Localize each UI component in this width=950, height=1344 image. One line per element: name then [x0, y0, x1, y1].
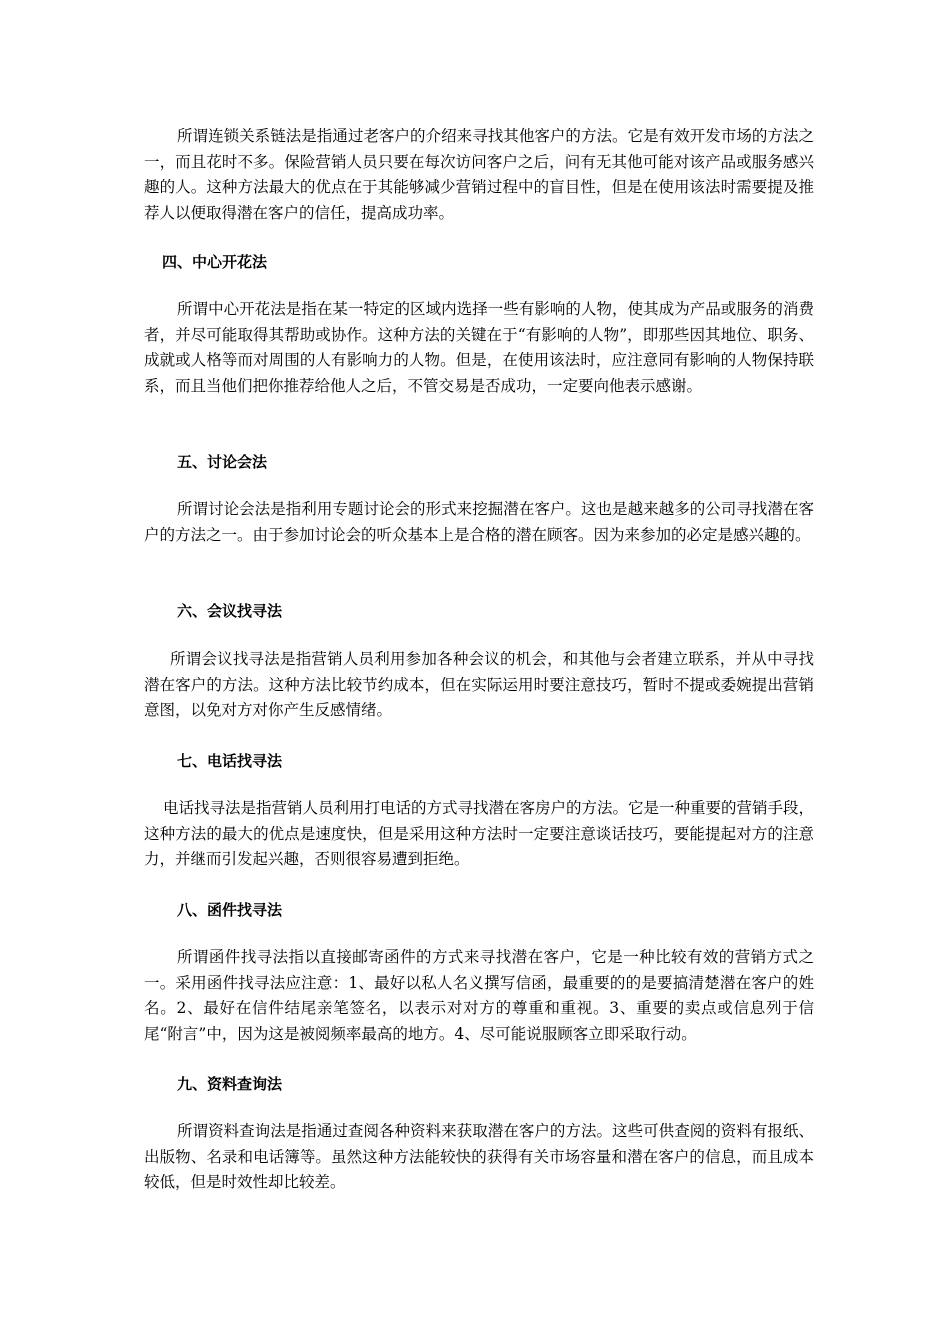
paragraph-meeting-method: 所谓会议找寻法是指营销人员利用参加各种会议的机会，和其他与会者建立联系，并从中寻找潜在客户的方法。这种方法比较节约成本，但在实际运用时要注意技巧，暂时不提或委婉提出营销意图，以免对方对你产生反感情绪。: [144, 650, 814, 719]
paragraph-telephone-method: 电话找寻法是指营销人员利用打电话的方式寻找潜在客房户的方法。它是一种重要的营销手段，这种方法的最大的优点是速度快，但是采用这种方法时一定要注意谈话技巧，要能提起对方的注意力，并继而引发起兴趣，否则很容易遭到拒绝。: [144, 799, 815, 868]
paragraph-mail-method: 所谓函件找寻法指以直接邮寄函件的方式来寻找潜在客户，它是一种比较有效的营销方式之一。采用函件找寻法应注意：1、最好以私人名义撰写信函，最重要的的是要搞清楚潜在客户的姓名。2、最好在信件结尾亲笔签名，以表示对对方的尊重和重视。3、重要的卖点或信息列于信尾“附言”中，因为这是被阅频率最高的地方。4、尽可能说服顾客立即采取行动。: [144, 948, 814, 1043]
heading-seminar-method: 五、讨论会法: [177, 453, 268, 471]
paragraph-data-lookup-method: 所谓资料查询法是指通过查阅各种资料来获取潜在客户的方法。这些可供查阅的资料有报纸、出版物、名录和电话簿等。虽然这种方法能较快的获得有关市场容量和潜在客户的信息，而且成本较低，但是时效性却比较差。: [144, 1122, 814, 1191]
heading-data-lookup-method: 九、资料查询法: [177, 1075, 283, 1093]
paragraph-chain-referral: 所谓连锁关系链法是指通过老客户的介绍来寻找其他客户的方法。它是有效开发市场的方法之一，而且花时不多。保险营销人员只要在每次访问客户之后，问有无其他可能对该产品或服务感兴趣的人。这种方法最大的优点在于其能够减少营销过程中的盲目性，但是在使用该法时需要提及推荐人以便取得潜在客户的信任，提高成功率。: [144, 127, 814, 222]
heading-center-of-influence: 四、中心开花法: [162, 253, 268, 271]
heading-meeting-method: 六、会议找寻法: [177, 602, 283, 620]
heading-mail-method: 八、函件找寻法: [177, 901, 283, 919]
paragraph-center-of-influence: 所谓中心开花法是指在某一特定的区域内选择一些有影响的人物，使其成为产品或服务的消费者，并尽可能取得其帮助或协作。这种方法的关键在于“有影响的人物”，即那些因其地位、职务、成就或人格等而对周围的人有影响力的人物。但是，在使用该法时，应注意同有影响的人物保持联系，而且当他们把你推荐给他人之后，不管交易是否成功，一定要向他表示感谢。: [144, 300, 814, 395]
heading-telephone-method: 七、电话找寻法: [177, 752, 283, 770]
paragraph-seminar-method: 所谓讨论会法是指利用专题讨论会的形式来挖掘潜在客户。这也是越来越多的公司寻找潜在客户的方法之一。由于参加讨论会的听众基本上是合格的潜在顾客。因为来参加的必定是感兴趣的。: [144, 500, 814, 544]
